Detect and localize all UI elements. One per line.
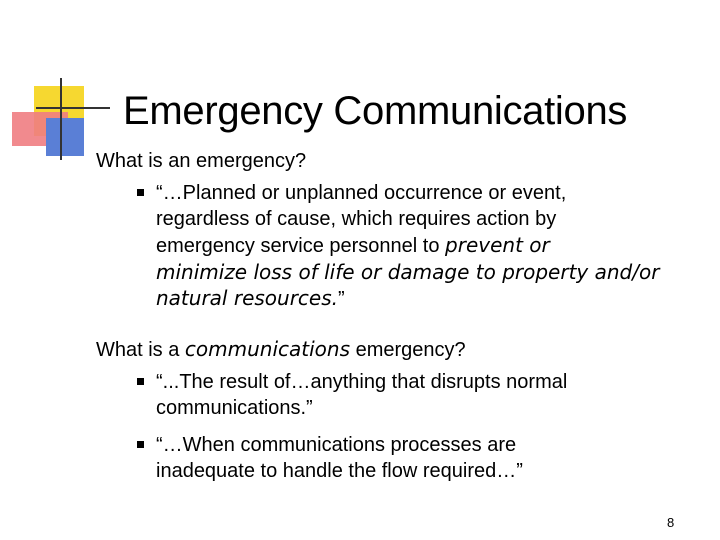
definition-line [156,232,716,259]
question-communications-emergency [96,336,466,363]
page-number: 8 [667,515,675,530]
definition-emphasis: minimize loss of life or damage to property and/or [156,260,660,284]
decorative-vertical-line [60,78,62,160]
definition-line: “…When communications processes are [156,434,517,456]
question-emphasis: communications [184,337,351,361]
definition-line: “…Planned or unplanned occurrence or event, [156,182,567,204]
definition-text: ” [338,288,345,310]
question-emergency: What is an emergency? [96,150,307,172]
decorative-horizontal-line [36,107,110,109]
definition-line [156,285,716,312]
definition-disrupts [156,369,716,421]
question-text: What is a [96,339,185,361]
definition-inadequate [156,432,716,484]
definition-line: communications.” [156,397,313,419]
bullet-marker [137,378,144,385]
definition-emphasis: prevent or [445,233,550,257]
definition-line: regardless of cause, which requires action by [156,208,557,230]
definition-emphasis: natural resources. [156,286,339,310]
definition-line: “...The result of…anything that disrupts normal [156,371,568,393]
definition-text: emergency service personnel to [156,235,446,257]
definition-line: inadequate to handle the flow required…” [156,460,523,482]
question-text: emergency? [350,339,466,361]
bullet-marker [137,441,144,448]
bullet-marker [137,189,144,196]
decorative-blue-square [46,118,84,156]
definition-emergency [156,180,716,312]
slide-title: Emergency Communications [123,89,628,133]
